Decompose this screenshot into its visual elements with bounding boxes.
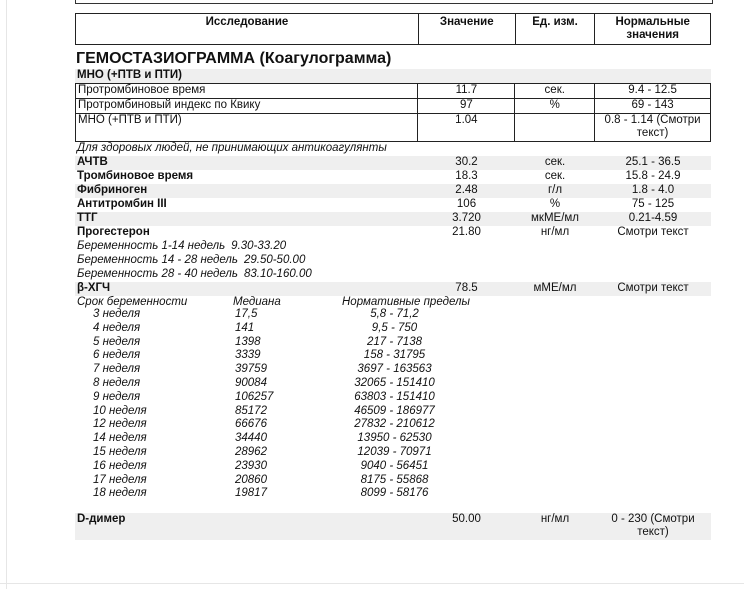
hcg-week: 8 неделя [93, 376, 141, 389]
result-unit: нг/мл [540, 226, 570, 238]
note-label: Беременность 14 - 28 недель [77, 254, 238, 266]
hcg-week: 14 неделя [93, 432, 147, 445]
table-header [75, 13, 711, 45]
result-row [75, 226, 711, 240]
header-unit: Ед. изм. [515, 14, 595, 44]
result-value: 3.720 [452, 212, 481, 224]
hcg-limits: 5,8 - 71,2 [370, 308, 419, 320]
hcg-week: 17 неделя [93, 473, 147, 486]
hcg-limits: 27832 - 210612 [354, 418, 435, 431]
hcg-table-row [75, 460, 711, 474]
inr-group-title: МНО (+ПТВ и ПТИ) [75, 69, 711, 83]
hcg-median: 106257 [235, 390, 274, 403]
hcg-table-head [75, 296, 711, 308]
hcg-table-row [75, 363, 711, 377]
result-unit: сек. [544, 170, 566, 182]
hcg-limits: 13950 - 62530 [357, 432, 432, 445]
hcg-median: 34440 [235, 432, 267, 445]
result-range: 9.4 - 12.5 [595, 84, 711, 98]
hcg-table-row [75, 446, 711, 460]
hcg-week: 6 неделя [93, 349, 141, 362]
hcg-table-row [75, 474, 711, 488]
result-range: Смотри текст [617, 226, 689, 238]
result-row [75, 184, 711, 198]
result-name: АЧТВ [77, 156, 108, 168]
note-value: 29.50-50.00 [243, 254, 306, 266]
note-label: Беременность 28 - 40 недель [77, 268, 238, 280]
hcg-median: 3339 [235, 349, 261, 362]
progesterone-note [75, 268, 711, 282]
hcg-limits: 3697 - 163563 [357, 363, 432, 376]
inr-note: Для здоровых людей, не принимающих антикоагулянты [77, 142, 387, 154]
ddimer-unit: нг/мл [540, 513, 570, 526]
result-value: 18.3 [455, 170, 478, 182]
hcg-limits: 32065 - 151410 [354, 376, 435, 389]
hcg-limits: 158 - 31795 [363, 349, 426, 362]
inr-row [75, 98, 711, 113]
section-title: ГЕМОСТАЗИОГРАММА (Коагулограмма) [76, 50, 392, 67]
hcg-head-median: Медиана [233, 296, 281, 308]
result-unit: г/л [547, 184, 563, 196]
hcg-table-row [75, 391, 711, 405]
hcg-week: 16 неделя [93, 459, 147, 472]
hcg-limits: 12039 - 70971 [357, 445, 432, 458]
result-range: 0.8 - 1.14 (Смотри текст) [595, 114, 711, 141]
result-unit: % [549, 198, 561, 210]
result-value: 2.48 [455, 184, 478, 196]
hcg-limits: 9040 - 56451 [360, 459, 429, 472]
hcg-table-row [75, 322, 711, 336]
header-normal: Нормальные значения [594, 14, 710, 44]
ddimer-range: 0 - 230 (Смотри текст) [611, 513, 695, 539]
result-name: МНО (+ПТВ и ПТИ) [76, 114, 418, 141]
hcg-week: 10 неделя [93, 404, 147, 417]
inr-rows [75, 83, 711, 142]
result-name: Протромбиновое время [76, 84, 418, 98]
ddimer-row [75, 513, 711, 540]
hcg-table-row [75, 418, 711, 432]
header-study: Исследование [205, 16, 289, 28]
hcg-median: 20860 [235, 473, 267, 486]
previous-table-edge [75, 0, 713, 4]
hcg-median: 66676 [235, 418, 267, 431]
hcg-median: 1398 [235, 335, 261, 348]
note-value: 9.30-33.20 [231, 240, 287, 252]
result-unit [515, 114, 595, 141]
result-row [75, 156, 711, 170]
result-unit: % [515, 99, 595, 113]
hcg-name: β-ХГЧ [77, 282, 111, 294]
result-name: Прогестерон [77, 226, 150, 238]
hcg-table-row [75, 405, 711, 419]
hcg-median: 90084 [235, 376, 267, 389]
hcg-week: 15 неделя [93, 445, 147, 458]
progesterone-note [75, 254, 711, 268]
hcg-week: 9 неделя [93, 390, 141, 403]
hcg-limits: 46509 - 186977 [354, 404, 435, 417]
page-left-edge [6, 0, 7, 589]
progesterone-note [75, 240, 711, 254]
hcg-table-row [75, 487, 711, 501]
hcg-value: 78.5 [455, 282, 478, 294]
hcg-median: 85172 [235, 404, 267, 417]
results-document [75, 13, 711, 540]
header-value: Значение [418, 14, 515, 44]
result-range: 0.21-4.59 [628, 212, 678, 224]
hcg-limits: 8099 - 58176 [360, 487, 429, 500]
result-value: 21.80 [452, 226, 481, 238]
progesterone-notes [75, 240, 711, 282]
result-value: 30.2 [455, 156, 478, 168]
hcg-table-row [75, 349, 711, 363]
note-value: 83.10-160.00 [243, 268, 312, 280]
hcg-table-row [75, 377, 711, 391]
hcg-median: 17,5 [235, 308, 258, 320]
result-range: 25.1 - 36.5 [625, 156, 681, 168]
result-name: Тромбиновое время [77, 170, 194, 182]
result-range: 69 - 143 [595, 99, 711, 113]
hcg-median: 39759 [235, 363, 267, 376]
result-name: Протромбиновый индекс по Квику [76, 99, 418, 113]
hcg-median: 19817 [235, 487, 267, 500]
hcg-limits: 63803 - 151410 [354, 390, 435, 403]
result-row [75, 198, 711, 212]
hcg-head-term: Срок беременности [77, 296, 188, 308]
hcg-median: 23930 [235, 459, 267, 472]
hcg-range: Смотри текст [617, 282, 689, 294]
result-range: 15.8 - 24.9 [625, 170, 681, 182]
result-range: 75 - 125 [631, 198, 675, 210]
result-unit: сек. [544, 156, 566, 168]
main-rows [75, 156, 711, 240]
hcg-median: 141 [235, 321, 255, 334]
hcg-limits: 8175 - 55868 [360, 473, 429, 486]
hcg-head-limits: Нормативные пределы [342, 296, 470, 308]
hcg-week: 18 неделя [93, 487, 147, 500]
result-unit: сек. [515, 84, 595, 98]
hcg-table [75, 308, 711, 501]
result-row [75, 170, 711, 184]
note-label: Беременность 1-14 недель [77, 240, 226, 252]
hcg-row [75, 282, 711, 296]
hcg-table-row [75, 432, 711, 446]
result-value: 1.04 [418, 114, 515, 141]
ddimer-name: D-димер [77, 513, 126, 526]
hcg-week: 5 неделя [93, 335, 141, 348]
result-value: 11.7 [418, 84, 515, 98]
hcg-week: 12 неделя [93, 418, 147, 431]
ddimer-value: 50.00 [452, 513, 481, 526]
result-name: Антитромбин III [77, 198, 167, 210]
hcg-limits: 9,5 - 750 [371, 321, 418, 334]
result-value: 97 [418, 99, 515, 113]
result-value: 106 [456, 198, 477, 210]
inr-row [75, 83, 711, 98]
result-name: Фибриноген [77, 184, 148, 196]
hcg-week: 4 неделя [93, 321, 141, 334]
inr-row [75, 113, 711, 142]
hcg-week: 3 неделя [93, 308, 141, 320]
result-unit: мкМЕ/мл [531, 212, 579, 224]
page-bottom-edge [0, 583, 744, 584]
hcg-week: 7 неделя [93, 363, 141, 376]
hcg-limits: 217 - 7138 [367, 335, 422, 348]
hcg-table-row [75, 308, 711, 322]
result-range: 1.8 - 4.0 [631, 184, 675, 196]
hcg-median: 28962 [235, 445, 267, 458]
hcg-table-row [75, 336, 711, 350]
result-name: ТТГ [77, 212, 98, 224]
result-row [75, 212, 711, 226]
hcg-unit: мМЕ/мл [533, 282, 577, 294]
